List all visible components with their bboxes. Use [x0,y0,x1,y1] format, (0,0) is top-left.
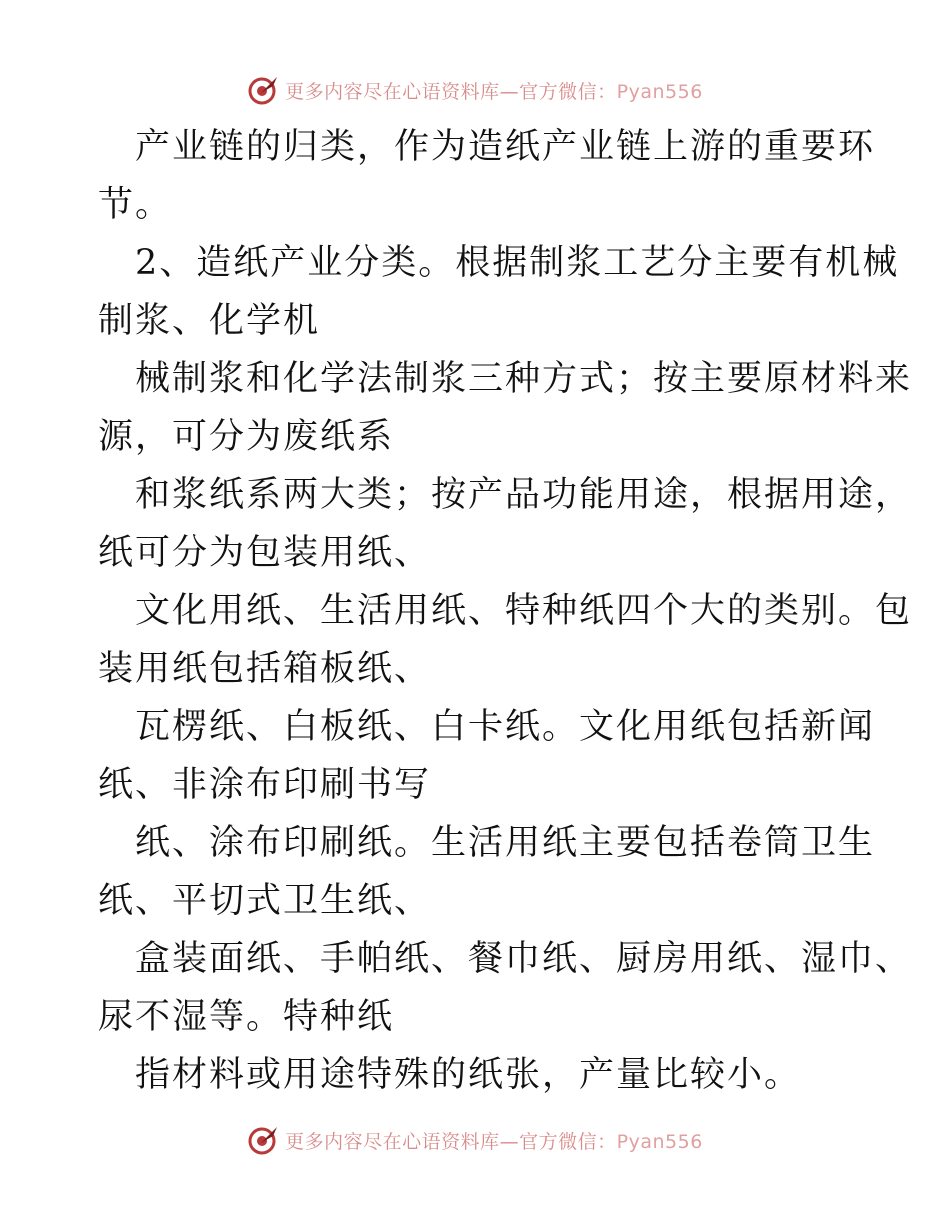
text-line: 2、造纸产业分类。根据制浆工艺分主要有机械 [135,243,900,283]
text-line: 节。 [98,185,173,225]
footer-watermark [0,1120,950,1160]
text-line: 尿不湿等。特种纸 [98,997,395,1037]
text-line: 源，可分为废纸系 [98,417,395,457]
text-line: 制浆、化学机 [98,301,321,341]
text-line: 纸、非涂布印刷书写 [98,765,432,805]
quill-logo-icon [247,1124,279,1156]
text-line: 纸、涂布印刷纸。生活用纸主要包括卷筒卫生 [135,823,876,863]
text-line: 瓦楞纸、白板纸、白卡纸。文化用纸包括新闻 [135,707,876,747]
watermark-text: 更多内容尽在心语资料库—官方微信：Pyan556 [285,80,703,103]
text-line: 文化用纸、生活用纸、特种纸四个大的类别。包 [135,591,913,631]
text-line: 指材料或用途特殊的纸张，产量比较小。 [135,1055,802,1095]
text-line: 和浆纸系两大类；按产品功能用途，根据用途， [135,475,913,515]
text-line: 纸可分为包装用纸、 [98,533,432,573]
document-body [98,118,913,1104]
quill-logo-icon [247,74,279,106]
text-line: 纸、平切式卫生纸、 [98,881,432,921]
text-line: 装用纸包括箱板纸、 [98,649,432,689]
watermark-text: 更多内容尽在心语资料库—官方微信：Pyan556 [285,1130,703,1153]
text-line: 盒装面纸、手帕纸、餐巾纸、厨房用纸、湿巾、 [135,939,913,979]
text-line: 械制浆和化学法制浆三种方式；按主要原材料来 [135,359,913,399]
header-watermark [0,70,950,110]
text-line: 产业链的归类，作为造纸产业链上游的重要环 [135,127,876,167]
